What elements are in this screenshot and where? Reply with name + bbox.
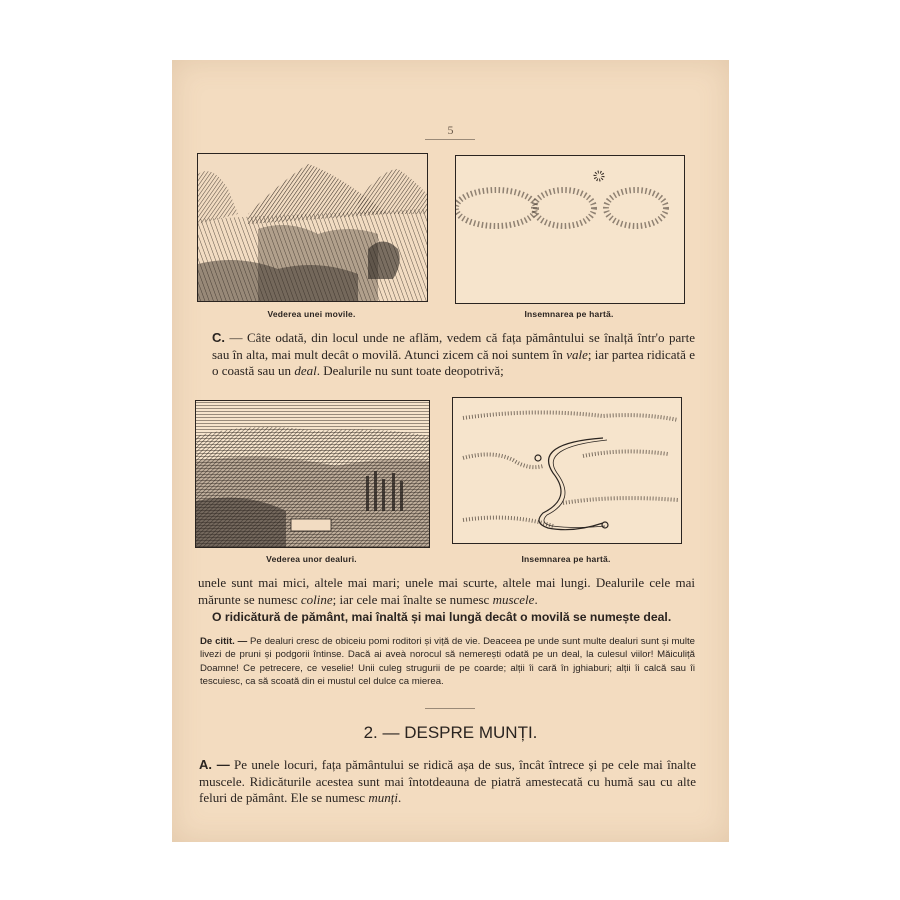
mound-view-caption: Vederea unei movile. xyxy=(267,309,356,319)
hills-engraving xyxy=(195,400,430,548)
page-number-rule xyxy=(425,139,475,140)
hills-view-caption: Vederea unor dealuri. xyxy=(266,554,357,564)
hills-map-caption: Insemnarea pe hartă. xyxy=(521,554,611,564)
paragraph-c: C. — Câte odată, din locul unde ne aflăm, vedem că fața pământului se înalță într'o parte sau în alta, mai mult decât o movilă. Atunci zicem că noi suntem în vale; iar partea ridicată e o coastă sau un deal. Dealurile nu sunt toate deopotrivă; xyxy=(212,330,695,378)
hills-map xyxy=(452,397,682,544)
hill-definition: O ridicătură de pământ, mai înaltă și mai lungă decât o movilă se numește deal. xyxy=(212,610,672,624)
section-title: 2. — DESPRE MUNȚI. xyxy=(363,723,538,742)
book-page xyxy=(172,60,729,842)
paragraph-a: A. — Pe unele locuri, fața pământului se ridică așa de sus, încât întrece și pe cele mai înalte muscele. Ridicăturile acestea sunt mai întotdeauna de piatră amestecată cu humă sau cu alte feluri de pământ. Ele se numesc munți. xyxy=(199,757,696,805)
mound-map xyxy=(455,155,685,304)
mound-engraving xyxy=(197,153,428,302)
reading-passage: De citit. — Pe dealuri cresc de obiceiu pomi roditori și viță de vie. Deaceea pe unde sunt multe dealuri sunt și multe livezi de pruni și podgorii întinse. Dacă ai aveà norocul să nemerești odată pe un deal, la culesul viilor! Măiculiță Doamne! Ce petrecere, ce veselie! Unii culeg strugurii de pe coarde; alții îi cară în jghiaburi; alții îi calcă sau îi tescuiesc, ca să scoată din ei mustul cel dulce ca mierea. xyxy=(200,636,695,687)
paragraph-a-label: A. — xyxy=(199,757,230,772)
page-number: 5 xyxy=(447,123,454,137)
mound-map-caption: Insemnarea pe hartă. xyxy=(524,309,614,319)
paragraph-hills-continued: unele sunt mai mici, altele mai mari; unele mai scurte, altele mai lungi. Dealurile cele mai mărunte se numesc coline; iar cele mai înalte se numesc muscele. xyxy=(198,575,695,607)
reading-label: De citit. — xyxy=(200,636,248,647)
paragraph-c-label: C. xyxy=(212,330,225,345)
section-separator-rule xyxy=(425,708,475,709)
